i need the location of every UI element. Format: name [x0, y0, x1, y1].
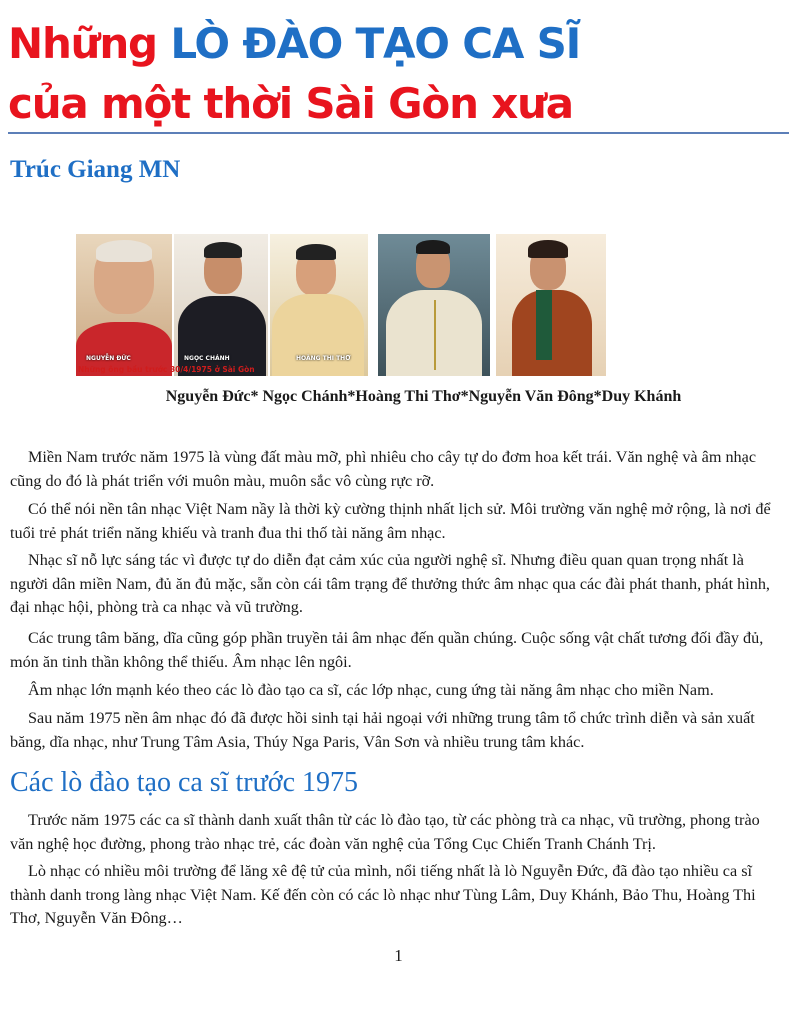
- paragraph: Trước năm 1975 các ca sĩ thành danh xuất thân từ các lò đào tạo, từ các phòng trà ca nhạc, vũ trường, phong trào văn nghệ học đường, phong trào nhạc trẻ, các đoàn văn nghệ của Tổng Cục Chiến Tranh Chánh Trị.: [10, 811, 760, 853]
- photo-label: HOÀNG THI THƠ: [296, 355, 351, 362]
- paragraph: Miền Nam trước năm 1975 là vùng đất màu mỡ, phì nhiêu cho cây tự do đơm hoa kết trái. Văn nghệ và âm nhạc cũng do đó là phát triển với muôn màu, muôn sắc vô cùng rực rỡ.: [10, 448, 757, 490]
- photo-duy-khanh: [496, 234, 606, 376]
- title-prefix: Những: [8, 19, 171, 68]
- photo-label: NGỌC CHÁNH: [184, 355, 230, 362]
- paragraph: Sau năm 1975 nền âm nhạc đó đã được hồi sinh tại hải ngoại với những trung tâm tổ chức trình diễn và sản xuất băng, dĩa nhạc, như Trung Tâm Asia, Thúy Nga Paris, Vân Sơn và nhiều trung tâm khác.: [10, 709, 755, 751]
- photo-label: NGUYỄN ĐỨC: [86, 355, 131, 362]
- paragraph: Lò nhạc có nhiều môi trường để lăng xê đệ tử của mình, nổi tiếng nhất là lò Nguyễn Đức, đã đào tạo nhiều ca sĩ thành danh trong làng nhạc Việt Nam. Kế đến còn có các lò nhạc như Tùng Lâm, Duy Khánh, Bảo Thu, Hoàng Thi Thơ, Nguyễn Văn Đông…: [10, 862, 756, 927]
- paragraph: Nhạc sĩ nỗ lực sáng tác vì được tự do diễn đạt cảm xúc của người nghệ sĩ. Nhưng điều quan quan trọng nhất là người dân miền Nam, đủ ăn đủ mặc, sẵn còn cái tâm trạng để thưởng thức âm nhạc qua các đài phát thanh, phát hình, đại nhạc hội, phòng trà ca nhạc và vũ trường.: [10, 551, 770, 616]
- photo-nguyen-duc: [76, 234, 172, 376]
- section-heading: Các lò đào tạo ca sĩ trước 1975: [10, 767, 358, 798]
- page-number: 1: [394, 946, 403, 965]
- photo-nguyen-van-dong: [378, 234, 490, 376]
- paragraph: Có thể nói nền tân nhạc Việt Nam nầy là thời kỳ cường thịnh nhất lịch sử. Môi trường văn nghệ mở rộng, là nơi để tuổi trẻ phát triển năng khiếu và tranh đua thi thố tài năng âm nhạc.: [10, 500, 771, 542]
- photo-ngoc-chanh: [174, 234, 268, 376]
- photo-caption: Những ông bầu trước 30/4/1975 ở Sài Gòn: [78, 365, 255, 374]
- photo-hoang-thi-tho: [270, 234, 368, 376]
- title-divider: [8, 132, 789, 134]
- author-name: Trúc Giang MN: [10, 156, 181, 183]
- title-line-2: của một thời Sài Gòn xưa: [8, 79, 573, 128]
- photo-collage: [76, 234, 606, 376]
- title-line-1: [8, 14, 788, 74]
- title-highlight: LÒ ĐÀO TẠO CA SĨ: [170, 19, 581, 68]
- paragraph: Âm nhạc lớn mạnh kéo theo các lò đào tạo ca sĩ, các lớp nhạc, cung ứng tài năng âm nhạc cho miền Nam.: [28, 681, 714, 699]
- photo-names-caption: Nguyễn Đức* Ngọc Chánh*Hoàng Thi Thơ*Nguyễn Văn Đông*Duy Khánh: [165, 388, 682, 405]
- paragraph: Các trung tâm băng, dĩa cũng góp phần truyền tải âm nhạc đến quần chúng. Cuộc sống vật chất tương đối đầy đủ, món ăn tinh thần không thể thiếu. Âm nhạc lên ngôi.: [10, 629, 764, 671]
- document-title: [8, 14, 788, 134]
